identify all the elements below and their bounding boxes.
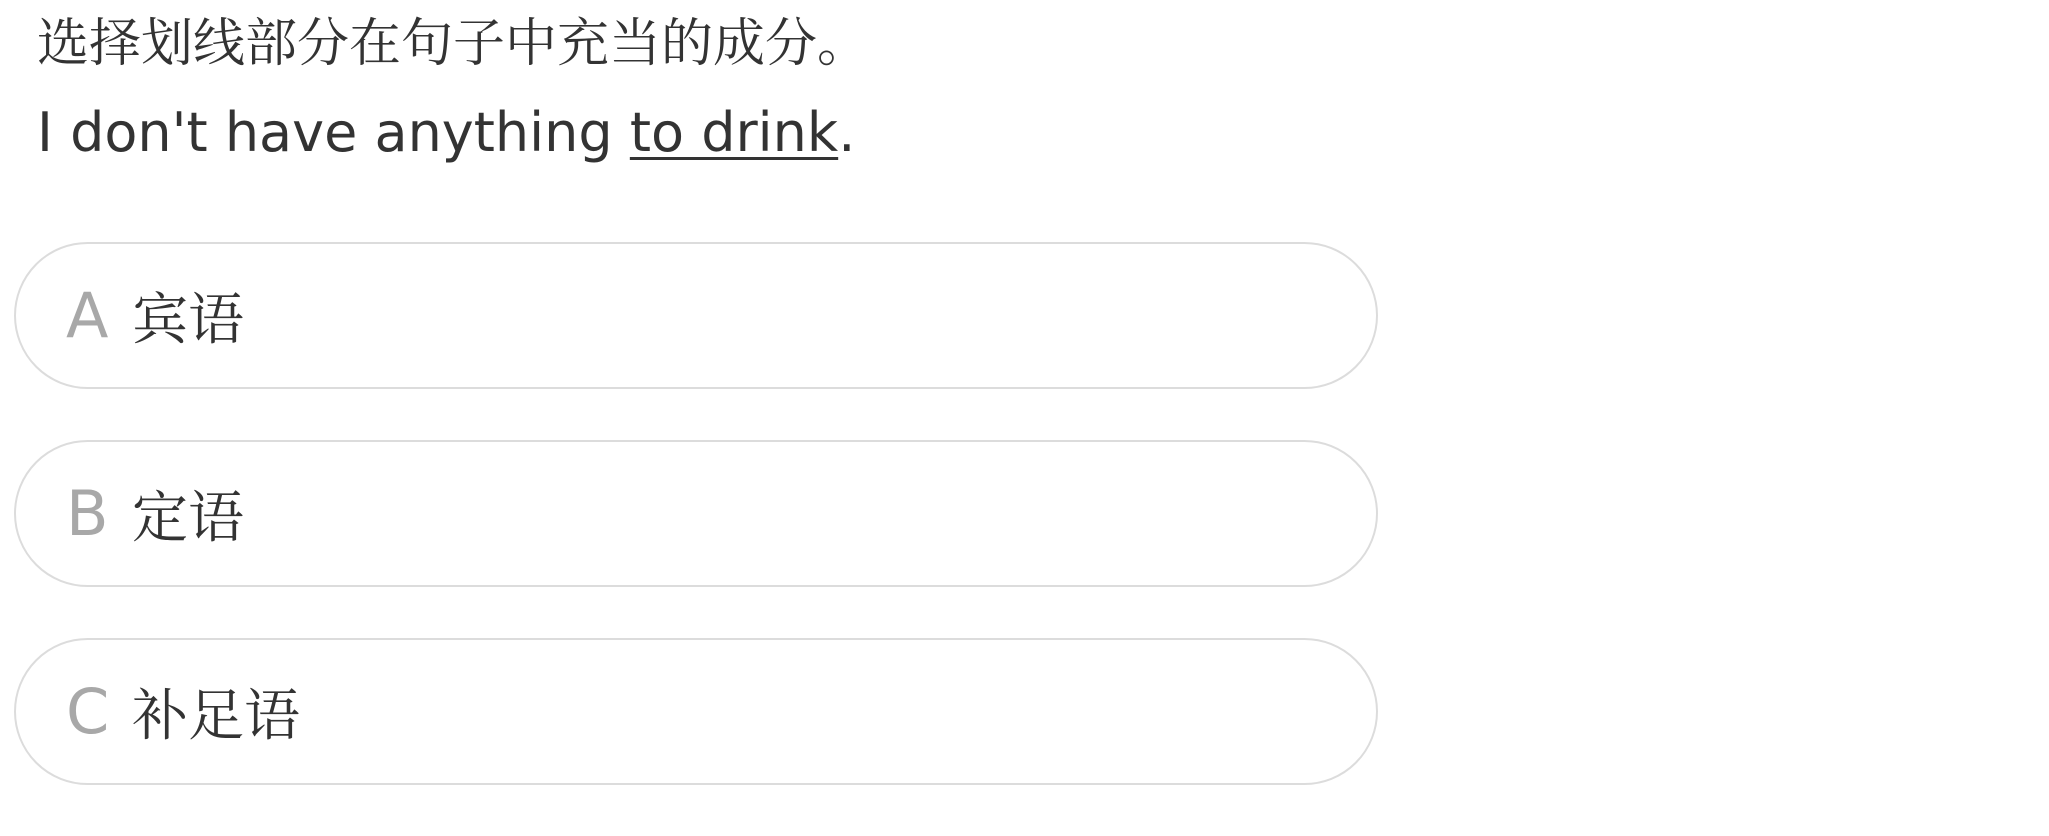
options-list (14, 242, 1378, 836)
option-text: 定语 (132, 485, 244, 551)
option-c[interactable] (14, 638, 1378, 785)
sentence-text-after: . (838, 101, 856, 164)
sentence-text-before: I don't have anything (37, 101, 630, 164)
question-instruction: 选择划线部分在句子中充当的成分。 (37, 14, 870, 74)
question-sentence (37, 94, 869, 172)
option-letter: A (66, 279, 109, 352)
option-text: 补足语 (132, 683, 300, 749)
option-letter: C (66, 675, 110, 748)
option-b[interactable] (14, 440, 1378, 587)
option-a[interactable] (14, 242, 1378, 389)
question-block (37, 8, 869, 172)
option-letter: B (66, 477, 109, 550)
sentence-underlined-part: to drink (629, 101, 839, 164)
option-text: 宾语 (132, 287, 244, 353)
